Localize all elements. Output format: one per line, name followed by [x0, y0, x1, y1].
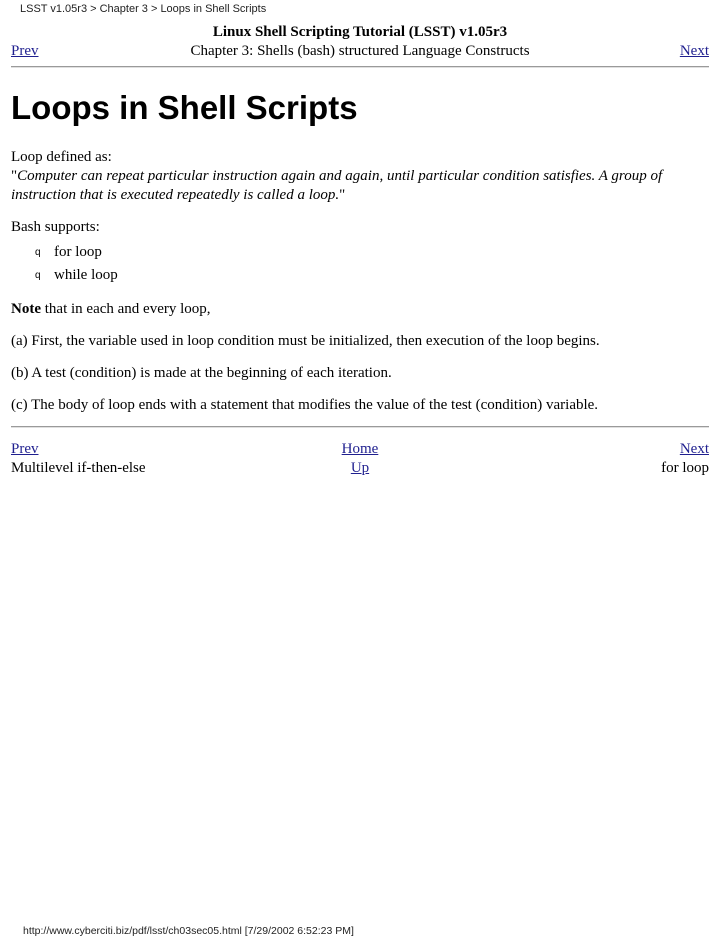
bullet-icon: q — [35, 247, 41, 258]
point-b: (b) A test (condition) is made at the beginning of each iteration. — [11, 365, 392, 381]
top-next-link[interactable]: Next — [679, 43, 709, 59]
home-link[interactable]: Home — [341, 441, 379, 457]
note-paragraph — [11, 300, 711, 319]
loop-definition-quote: "Computer can repeat particular instruction again and again, until particular condition satisfies. A group of instruction that is executed repeatedly is called a loop." — [11, 168, 663, 203]
note-label: Note — [11, 301, 41, 317]
point-a: (a) First, the variable used in loop condition must be initialized, then execution of the loop begins. — [11, 333, 600, 349]
top-nav-next-cell — [604, 23, 709, 61]
top-prev-link[interactable]: Prev — [11, 43, 39, 59]
bottom-nav-next-cell — [479, 440, 709, 459]
bullet-icon: q — [35, 270, 41, 281]
up-link[interactable]: Up — [350, 460, 370, 476]
print-footer-url: http://www.cyberciti.biz/pdf/lsst/ch03sec05.html [7/29/2002 6:52:23 PM] — [23, 925, 354, 937]
bottom-next-link[interactable]: Next — [679, 441, 709, 457]
book-title: Linux Shell Scripting Tutorial (LSST) v1.05r3 — [212, 24, 508, 40]
next-page-title: for loop — [661, 460, 709, 476]
bottom-nav-up-cell — [241, 459, 478, 478]
list-item — [35, 241, 711, 264]
loop-defined-label: Loop defined as: — [11, 149, 112, 165]
bottom-prev-link[interactable]: Prev — [11, 441, 39, 457]
top-divider — [11, 66, 709, 68]
supports-list — [11, 241, 711, 287]
top-navigation — [11, 23, 709, 61]
print-header: LSST v1.05r3 > Chapter 3 > Loops in Shell Scripts — [20, 3, 267, 15]
chapter-title: Chapter 3: Shells (bash) structured Language Constructs — [190, 43, 530, 59]
loop-definition — [11, 148, 711, 205]
point-c: (c) The body of loop ends with a statement that modifies the value of the test (condition) variable. — [11, 397, 599, 413]
bash-supports-label: Bash supports: — [11, 219, 100, 235]
quote-text: Computer can repeat particular instruction again and again, until particular condition satisfies. A group of instruction that is executed repeatedly is called a loop. — [11, 168, 663, 203]
list-item-label: for loop — [54, 244, 102, 260]
bottom-divider — [11, 426, 709, 428]
note-text: that in each and every loop, — [41, 301, 211, 317]
bottom-nav-prev-cell — [11, 440, 241, 459]
list-item-label: while loop — [54, 267, 118, 283]
bottom-navigation — [11, 440, 709, 478]
top-nav-prev-cell — [11, 23, 116, 61]
page-title: Loops in Shell Scripts — [11, 89, 358, 126]
prev-page-title: Multilevel if-then-else — [11, 460, 146, 476]
list-item — [35, 264, 711, 287]
main-content — [11, 88, 711, 415]
bottom-nav-home-cell — [241, 440, 478, 459]
